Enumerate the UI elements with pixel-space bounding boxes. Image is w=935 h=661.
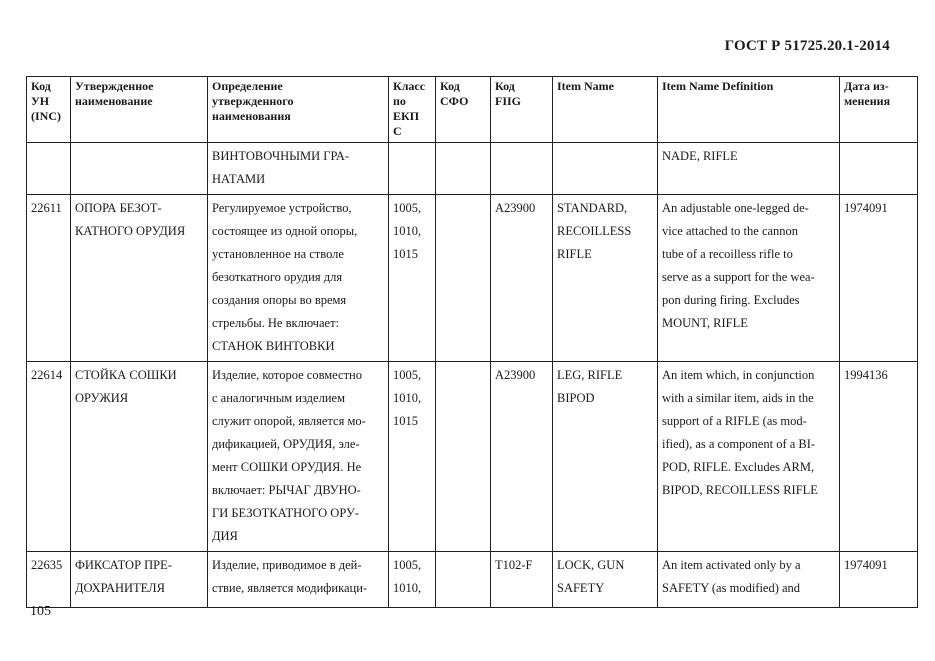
table-row xyxy=(27,552,918,608)
header-text: Item Name xyxy=(557,79,614,93)
cell-line: 1005, xyxy=(393,368,422,382)
cell-line: включает: РЫЧАГ ДВУНО- xyxy=(212,483,361,497)
cell-line: ГИ БЕЗОТКАТНОГО ОРУ- xyxy=(212,506,359,520)
cell-line: MOUNT, RIFLE xyxy=(662,316,748,330)
cell-class xyxy=(389,362,436,552)
cell-inc-code xyxy=(27,143,71,195)
cell-fiig xyxy=(491,143,553,195)
col-item-def-header xyxy=(658,77,840,143)
cell-line: SAFETY xyxy=(557,581,605,595)
cell-line: An adjustable one-legged de- xyxy=(662,201,809,215)
cell-class xyxy=(389,195,436,362)
cell-line: установленное на стволе xyxy=(212,247,344,261)
header-text: СФО xyxy=(440,94,469,108)
table-row xyxy=(27,362,918,552)
cell-line: tube of a recoilless rifle to xyxy=(662,247,793,261)
cell-line: Изделие, которое совместно xyxy=(212,368,362,382)
col-approved-name-header xyxy=(71,77,208,143)
cell-class xyxy=(389,143,436,195)
col-change-date-header xyxy=(840,77,918,143)
cell-line: STANDARD, xyxy=(557,201,628,215)
cell-item-name xyxy=(553,195,658,362)
cell-line: with a similar item, aids in the xyxy=(662,391,814,405)
cell-line: 1015 xyxy=(393,247,418,261)
col-item-name-header xyxy=(553,77,658,143)
cell-line: стрельбы. Не включает: xyxy=(212,316,340,330)
cell-line: ДИЯ xyxy=(212,529,238,543)
cell-line: 1010, xyxy=(393,581,422,595)
col-class-header xyxy=(389,77,436,143)
cell-line: 1005, xyxy=(393,558,422,572)
cell-change-date: 1994136 xyxy=(840,362,918,552)
table-header-row xyxy=(27,77,918,143)
cell-item-def xyxy=(658,195,840,362)
header-text: Код xyxy=(440,79,460,93)
cell-definition xyxy=(208,195,389,362)
header-text: FIIG xyxy=(495,94,522,108)
header-text: Код xyxy=(31,79,51,93)
col-fiig-header xyxy=(491,77,553,143)
header-text: наименования xyxy=(212,109,291,123)
cell-sfo xyxy=(436,143,491,195)
cell-approved-name xyxy=(71,362,208,552)
cell-line: СТОЙКА СОШКИ xyxy=(75,368,177,382)
cell-change-date xyxy=(840,143,918,195)
cell-line: Изделие, приводимое в дей- xyxy=(212,558,362,572)
cell-line: ОРУЖИЯ xyxy=(75,391,129,405)
cell-line: BIPOD, RECOILLESS RIFLE xyxy=(662,483,818,497)
cell-sfo xyxy=(436,195,491,362)
cell-line: RECOILLESS xyxy=(557,224,632,238)
cell-definition xyxy=(208,552,389,608)
header-text: по xyxy=(393,94,406,108)
cell-line: мент СОШКИ ОРУДИЯ. Не xyxy=(212,460,362,474)
header-text: утвержденного xyxy=(212,94,294,108)
cell-approved-name xyxy=(71,143,208,195)
cell-line: ствие, является модификаци- xyxy=(212,581,368,595)
cell-line: RIFLE xyxy=(557,247,592,261)
cell-line: НАТАМИ xyxy=(212,172,266,186)
cell-change-date: 1974091 xyxy=(840,195,918,362)
cell-line: ified), as a component of a BI- xyxy=(662,437,816,451)
cell-line: с аналогичным изделием xyxy=(212,391,345,405)
cell-line: безоткатного орудия для xyxy=(212,270,343,284)
cell-item-name xyxy=(553,552,658,608)
cell-sfo xyxy=(436,552,491,608)
header-text: Item Name Definition xyxy=(662,79,774,93)
cell-line: служит опорой, является мо- xyxy=(212,414,366,428)
cell-line: 1010, xyxy=(393,224,422,238)
page-number: 105 xyxy=(30,604,51,619)
cell-definition xyxy=(208,362,389,552)
col-sfo-header xyxy=(436,77,491,143)
header-text: Класс xyxy=(393,79,426,93)
cell-line: LOCK, GUN xyxy=(557,558,625,572)
cell-class xyxy=(389,552,436,608)
cell-line: СТАНОК ВИНТОВКИ xyxy=(212,339,335,353)
cell-approved-name xyxy=(71,195,208,362)
cell-line: Регулируемое устройство, xyxy=(212,201,352,215)
cell-line: BIPOD xyxy=(557,391,595,405)
cell-approved-name xyxy=(71,552,208,608)
cell-line: serve as a support for the wea- xyxy=(662,270,815,284)
cell-line: ДОХРАНИТЕЛЯ xyxy=(75,581,165,595)
header-text: Код xyxy=(495,79,515,93)
cell-line: состоящее из одной опоры, xyxy=(212,224,358,238)
cell-line: support of a RIFLE (as mod- xyxy=(662,414,807,428)
cell-change-date: 1974091 xyxy=(840,552,918,608)
cell-line: 1005, xyxy=(393,201,422,215)
cell-line: pon during firing. Excludes xyxy=(662,293,800,307)
cell-definition xyxy=(208,143,389,195)
cell-line: ОПОРА БЕЗОТ- xyxy=(75,201,162,215)
cell-fiig: A23900 xyxy=(491,195,553,362)
header-text: наименование xyxy=(75,94,153,108)
cell-line: An item activated only by a xyxy=(662,558,801,572)
document-id: ГОСТ Р 51725.20.1-2014 xyxy=(724,38,890,54)
cell-line: vice attached to the cannon xyxy=(662,224,799,238)
cell-sfo xyxy=(436,362,491,552)
col-definition-header xyxy=(208,77,389,143)
cell-fiig: A23900 xyxy=(491,362,553,552)
cell-fiig: T102-F xyxy=(491,552,553,608)
cell-line: NADE, RIFLE xyxy=(662,149,738,163)
header-text: УН xyxy=(31,94,50,108)
cell-line: An item which, in conjunction xyxy=(662,368,815,382)
cell-inc-code: 22635 xyxy=(27,552,71,608)
cell-line: КАТНОГО ОРУДИЯ xyxy=(75,224,186,238)
header-text: С xyxy=(393,124,402,138)
header-text: менения xyxy=(844,94,891,108)
items-table xyxy=(26,76,918,608)
cell-line: SAFETY (as modified) and xyxy=(662,581,801,595)
cell-line: ФИКСАТОР ПРЕ- xyxy=(75,558,172,572)
cell-item-def xyxy=(658,143,840,195)
cell-inc-code: 22614 xyxy=(27,362,71,552)
cell-line: ВИНТОВОЧНЫМИ ГРА- xyxy=(212,149,350,163)
cell-item-def xyxy=(658,552,840,608)
table-row xyxy=(27,195,918,362)
cell-inc-code: 22611 xyxy=(27,195,71,362)
cell-line: создания опоры во время xyxy=(212,293,347,307)
header-text: Определение xyxy=(212,79,283,93)
header-text: ЕКП xyxy=(393,109,420,123)
table-row xyxy=(27,143,918,195)
cell-line: 1010, xyxy=(393,391,422,405)
cell-line: дификацией, ОРУДИЯ, эле- xyxy=(212,437,360,451)
cell-line: LEG, RIFLE xyxy=(557,368,623,382)
cell-item-name xyxy=(553,143,658,195)
cell-item-def xyxy=(658,362,840,552)
header-text: (INC) xyxy=(31,109,61,123)
cell-line: 1015 xyxy=(393,414,418,428)
header-text: Дата из- xyxy=(844,79,889,93)
col-inc-code-header xyxy=(27,77,71,143)
cell-item-name xyxy=(553,362,658,552)
header-text: Утвержденное xyxy=(75,79,154,93)
cell-line: POD, RIFLE. Excludes ARM, xyxy=(662,460,815,474)
